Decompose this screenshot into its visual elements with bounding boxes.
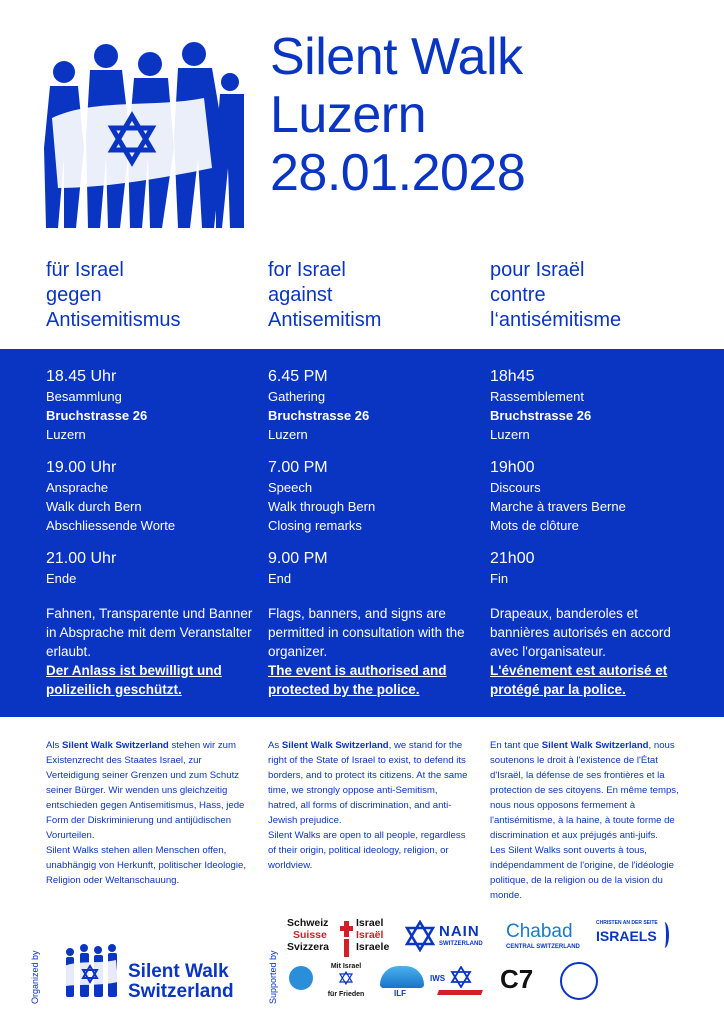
hebrew-emblem-logo (560, 962, 600, 1002)
para-text: stehen wir zum Existenzrecht des Staates Israel, zur Verteidigung seiner Grenzen und zum Schutz seiner Bürger. Wir wenden uns gleichzeitig entschieden gegen Antisemitismus, Hass, jede Form der Diskriminierung und antijüdischen Vorurteilen. (46, 740, 245, 841)
tagline-line: contre (490, 284, 546, 306)
schedule-column-english (268, 367, 478, 602)
event-time: 6.45 PM (268, 368, 328, 385)
event-line: Luzern (490, 427, 530, 442)
organizer-name-line: Switzerland (128, 981, 234, 1002)
logo-text: ISRAELS (596, 928, 657, 944)
event-line: Luzern (46, 427, 86, 442)
schedule-event (46, 458, 256, 535)
logo-text: Israele (356, 941, 390, 953)
logo-text: für Frieden (327, 991, 365, 998)
para-text: As (268, 740, 282, 751)
para-text: Als (46, 740, 62, 751)
event-line: End (268, 571, 292, 586)
event-line: Walk durch Bern (46, 499, 142, 514)
schedule-event (46, 549, 256, 588)
event-address: Bruchstrasse 26 (490, 408, 592, 423)
nain-logo (405, 920, 491, 954)
note-text: Drapeaux, banderoles et bannières autorisés en accord avec l'organisateur. (490, 606, 671, 659)
star-of-david-icon (339, 971, 353, 985)
note-permit: L'événement est autorisé et protégé par la police. (490, 663, 668, 697)
circle-emblem-logo (289, 966, 315, 996)
organizer-logo (60, 940, 120, 1000)
mit-israel-logo (322, 962, 370, 1002)
note-text: Fahnen, Transparente und Banner in Absprache mit dem Veranstalter erlaubt. (46, 606, 253, 659)
mission-french (490, 738, 690, 903)
event-line: Ende (46, 571, 77, 586)
c7-logo (500, 964, 550, 998)
logo-text: Israel (356, 917, 384, 929)
schedule-event (268, 367, 478, 444)
swiss-cross-icon (340, 917, 353, 957)
event-line: Marche à travers Berne (490, 499, 626, 514)
event-title (270, 28, 525, 202)
event-time: 18h45 (490, 368, 535, 385)
event-line: Abschliessende Worte (46, 518, 176, 533)
tagline-german (46, 258, 180, 333)
logo-text: Svizzera (287, 941, 330, 953)
tagline-line: Antisemitismus (46, 309, 181, 331)
event-time: 21.00 Uhr (46, 550, 117, 567)
bracket-icon (660, 922, 669, 948)
org-name-inline: Silent Walk Switzerland (62, 740, 169, 751)
event-address: Bruchstrasse 26 (268, 408, 370, 423)
event-time: 19.00 Uhr (46, 459, 117, 476)
para-text: En tant que (490, 740, 542, 751)
event-line: Luzern (268, 427, 308, 442)
supported-by-label: Supported by (268, 950, 278, 1004)
tagline-line: against (268, 284, 333, 306)
logo-text: C7 (500, 964, 534, 994)
israels-logo (596, 920, 676, 954)
org-name-inline: Silent Walk Switzerland (541, 740, 649, 751)
tagline-line: gegen (46, 284, 102, 306)
tagline-french (490, 258, 621, 333)
logo-text: Mit Israel (330, 963, 362, 970)
event-line: Ansprache (46, 480, 109, 495)
schedule-band (0, 349, 724, 717)
schedule-note-german (46, 604, 256, 699)
logo-text: IWS (430, 974, 446, 983)
tagline-line: for Israel (268, 259, 346, 281)
ilf-logo (378, 962, 428, 998)
tagline-line: pour Israël (490, 259, 585, 281)
logo-text: Schweiz (287, 917, 329, 929)
walkers-illustration (34, 38, 244, 228)
chabad-logo (506, 918, 590, 954)
event-time: 7.00 PM (268, 459, 328, 476)
mission-english (268, 738, 468, 873)
event-line: Mots de clôture (490, 518, 579, 533)
event-date: 28.01.2028 (270, 144, 526, 202)
note-permit: Der Anlass ist bewilligt und polizeilich geschützt. (46, 663, 222, 697)
schedule-event (268, 458, 478, 535)
star-of-david-icon (450, 966, 472, 988)
title-line: Luzern (270, 86, 426, 144)
para-text: , nous soutenons le droit à l'existence de l'État d'Israël, la défense de ses frontières et la protection de ses citoyens. En même temps, nous nous opposons fermement à l'antisémitisme, à la haine, à toute forme de discrimination et aux préjugés anti-juifs. (490, 740, 679, 841)
para-text: , we stand for the right of the State of Israel to exist, to defend its borders, and to protect its citizens. At the same time, we strongly oppose anti-Semitism, hatred, all forms of discrimination, and anti-Jewish prejudice. (268, 740, 468, 826)
event-time: 21h00 (490, 550, 535, 567)
organizer-name (128, 962, 234, 1002)
event-line: Fin (490, 571, 509, 586)
logo-text: SWITZERLAND (439, 941, 483, 947)
event-time: 19h00 (490, 459, 535, 476)
logo-text: NAIN (439, 923, 480, 940)
tagline-line: für Israel (46, 259, 124, 281)
organized-by-label: Organized by (30, 950, 40, 1004)
schedule-event (490, 549, 700, 588)
event-line: Walk through Bern (268, 499, 376, 514)
event-line: Closing remarks (268, 518, 362, 533)
event-line: Besammlung (46, 389, 122, 404)
organizer-name-line: Silent Walk (128, 961, 229, 982)
tagline-line: Antisemitism (268, 309, 382, 331)
schedule-column-french (490, 367, 700, 602)
para-text: Silent Walks are open to all people, regardless of their origin, political ideology, religion, or worldview. (268, 830, 466, 871)
para-text: Les Silent Walks sont ouverts à tous, indépendamment de l'origine, de l'idéologie politique, de la religion ou de la vision du monde. (490, 845, 674, 901)
title-line: Silent Walk (270, 28, 523, 86)
event-address: Bruchstrasse 26 (46, 408, 148, 423)
event-line: Discours (490, 480, 541, 495)
iws-logo (430, 962, 486, 998)
tagline-english (268, 258, 381, 333)
note-text: Flags, banners, and signs are permitted in consultation with the organizer. (268, 606, 465, 659)
schedule-event (490, 367, 700, 444)
schedule-event (46, 367, 256, 444)
note-permit: The event is authorised and protected by the police. (268, 663, 447, 697)
event-line: Gathering (268, 389, 326, 404)
logo-text: Israël (356, 929, 384, 941)
schedule-column-german (46, 367, 256, 602)
org-name-inline: Silent Walk Switzerland (281, 740, 389, 751)
event-time: 9.00 PM (268, 550, 328, 567)
logo-text: Chabad (506, 921, 573, 942)
star-of-david-icon (405, 920, 435, 952)
schedule-event (490, 458, 700, 535)
mission-german (46, 738, 246, 888)
logo-text: CHRISTEN AN DER SEITE (596, 920, 658, 926)
event-line: Rassemblement (490, 389, 584, 404)
event-line: Speech (268, 480, 313, 495)
schedule-note-french (490, 604, 700, 699)
logo-text: CENTRAL SWITZERLAND (506, 944, 580, 950)
schedule-event (268, 549, 478, 588)
schedule-note-english (268, 604, 478, 699)
event-time: 18.45 Uhr (46, 368, 117, 385)
para-text: Silent Walks stehen allen Menschen offen, unabhängig von Herkunft, politischer Ideologie, Religion oder Weltanschauung. (46, 845, 247, 886)
schweiz-israel-logo (287, 917, 395, 957)
tagline-line: l‘antisémitisme (490, 309, 622, 331)
logo-text: Suisse (293, 929, 327, 941)
logo-text: ILF (394, 989, 406, 998)
